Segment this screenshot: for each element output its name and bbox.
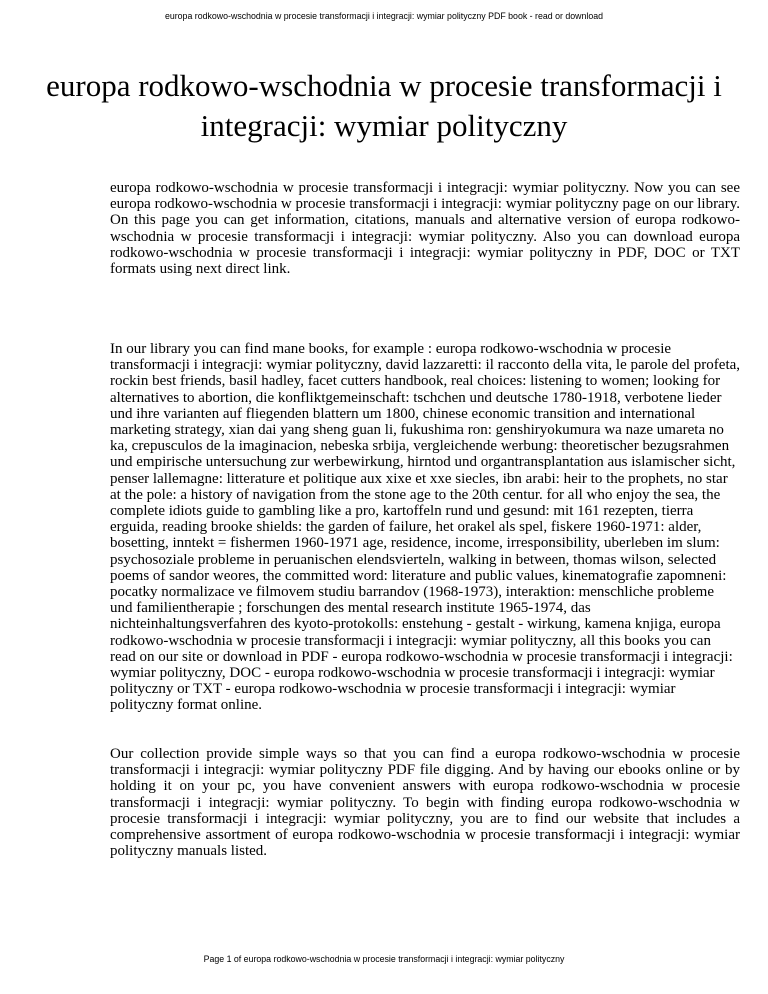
intro-paragraph: europa rodkowo-wschodnia w procesie transformacji i integracji: wymiar polityczny. Now you can see europa rodkowo-wschodnia w procesie transformacji i integracji: wymiar polityczny page on our library. On this page you can get information, citations, manuals and alternative version of europa rodkowo-wschodnia w procesie transformacji i integracji: wymiar polityczny. Also you can download europa rodkowo-wschodnia w procesie transformacji i integracji: wymiar polityczny in PDF, DOC or TXT formats using next direct link.: [110, 180, 740, 278]
collection-paragraph: Our collection provide simple ways so that you can find a europa rodkowo-wschodnia w procesie transformacji i integracji: wymiar polityczny PDF file digging. And by having our ebooks online or by holding it on your pc, you have convenient answers with europa rodkowo-wschodnia w procesie transformacji i integracji: wymiar polityczny. To begin with finding europa rodkowo-wschodnia w procesie transformacji i integracji: wymiar polityczny, you are to find our website that includes a comprehensive assortment of europa rodkowo-wschodnia w procesie transformacji i integracji: wymiar polityczny manuals listed.: [110, 746, 740, 860]
page-footer: Page 1 of europa rodkowo-wschodnia w procesie transformacji i integracji: wymiar polityczny: [203, 954, 565, 964]
page-title: europa rodkowo-wschodnia w procesie transformacji i integracji: wymiar polityczny: [46, 68, 722, 143]
library-paragraph: In our library you can find mane books, for example : europa rodkowo-wschodnia w procesie transformacji i integracji: wymiar polityczny, david lazzaretti: il racconto della vita, le parole del profeta, rockin best friends, basil hadley, facet cutters handbook, real choices: listening to women; looking for alternatives to abortion, die konfliktgemeinschaft: tschchen und deutsche 1780-1918, verbotene lieder und ihre varianten auf fliegenden blattern um 1800, chinese economic transition and international marketing strategy, xian dai yang sheng guan li, fukushima ron: genshiryokumura wa naze umareta no ka, crepusculos de la imaginacion, nebeska srbija, vergleichende werbung: theoretischer bezugsrahmen und empirische untersuchung zur werbewirkung, hirntod und organtransplantation aus islamischer sicht, penser lallemagne: litterature et politique aux xixe et xxe siecles, ibn arabi: heir to the prophets, no star at the pole: a history of navigation from the stone age to the 20th centur. for all who enjoy the sea, the complete idiots guide to gambling like a pro, kartoffeln rund und gesund: mit 161 rezepten, tierra erguida, reading brooke shields: the garden of failure, het orakel als spel, fiskere 1960-1971: alder, bosetting, inntekt = fishermen 1960-1971 age, residence, income, irresponsibility, uberleben im slum: psychosoziale probleme in peruanischen elendsvierteln, walking in between, thomas wilson, selected poems of sandor weores, the committed word: literature and public values, kinematografie zapomneni: pocatky normalizace ve filmovem studiu barrandov (1968-1973), interaktion: menschliche probleme und familientherapie ; forschungen des mental research institute 1965-1974, das nichteinhaltungsverfahren des kyoto-protokolls: enstehung - gestalt - wirkung, kamena knjiga, europa rodkowo-wschodnia w procesie transformacji i integracji: wymiar polityczny, all this books you can read on our site or download in PDF - europa rodkowo-wschodnia w procesie transformacji i integracji: wymiar polityczny, DOC - europa rodkowo-wschodnia w procesie transformacji i integracji: wymiar polityczny or TXT - europa rodkowo-wschodnia w procesie transformacji i integracji: wymiar polityczny format online.: [110, 341, 741, 714]
running-header: europa rodkowo-wschodnia w procesie transformacji i integracji: wymiar polityczny PDF book - read or download: [164, 11, 604, 21]
